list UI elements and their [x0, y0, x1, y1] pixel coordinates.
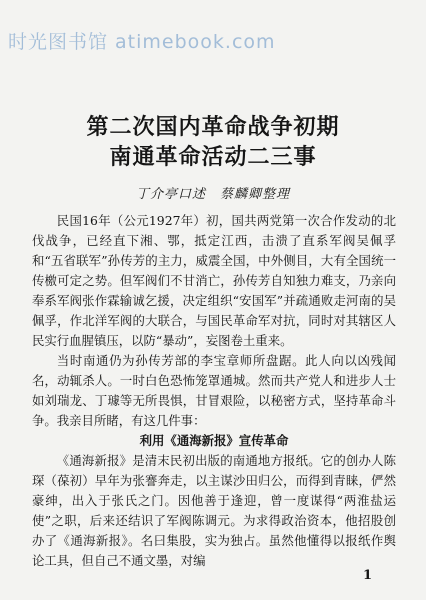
section-heading: 利用《通海新报》宣传革命: [139, 433, 289, 448]
title-line-1: 第二次国内革命战争初期: [86, 114, 340, 140]
paragraph-1: 民国16年（公元1927年）初，国共两党第一次合作发动的北伐战争，已经直下湘、鄂，抵定江西，击溃了直系军阀吴佩孚和“五省联军”孙传芳的主力，威震全国，中外侧目，大有全国统一传檄可定之势。但军阀们不甘消亡，孙传芳自知独力难支，乃亲向奉系军阀张作霖输诚乞援，决定组织“安国军”并疏通败走河南的吴佩孚，作北洋军阀的大联合，与国民革命军对抗，同时对其辖区人民实行血腥镇压，以防“暴动”，妄图卷土重来。: [32, 213, 396, 348]
title-line-2: 南通革命活动二三事: [109, 144, 317, 170]
paragraph-3: 《通海新报》是清末民初出版的南通地方报纸。它的创办人陈琛（葆初）早年为张謇奔走，以主谋沙田归公，而得到青睐，俨然豪绅，出入于张氏之门。因他善于逢迎，曾一度谋得“两淮盐运使”之职，后来还结识了军阀陈调元。为求得政治资本，他招股创办了《通海新报》。名曰集股，实为独占。虽然他懂得以报纸作舆论工具，但自己不通文墨，对编: [32, 453, 396, 568]
site-watermark: 时光图书馆 atimebook.com: [8, 31, 276, 53]
author-byline: 丁介亭口述 蔡麟卿整理: [135, 187, 290, 202]
page-number: 1: [362, 568, 372, 583]
article-body: [32, 211, 396, 571]
paragraph-2: 当时南通仍为孙传芳部的李宝章师所盘踞。此人向以凶残闻名，动辄杀人。一时白色恐怖笼罩通城。然而共产党人和进步人士如刘瑞龙、丁璩等无所畏惧，甘冒艰险，以秘密方式，坚持革命斗争。我亲目所睹，有这几件事：: [32, 353, 396, 428]
